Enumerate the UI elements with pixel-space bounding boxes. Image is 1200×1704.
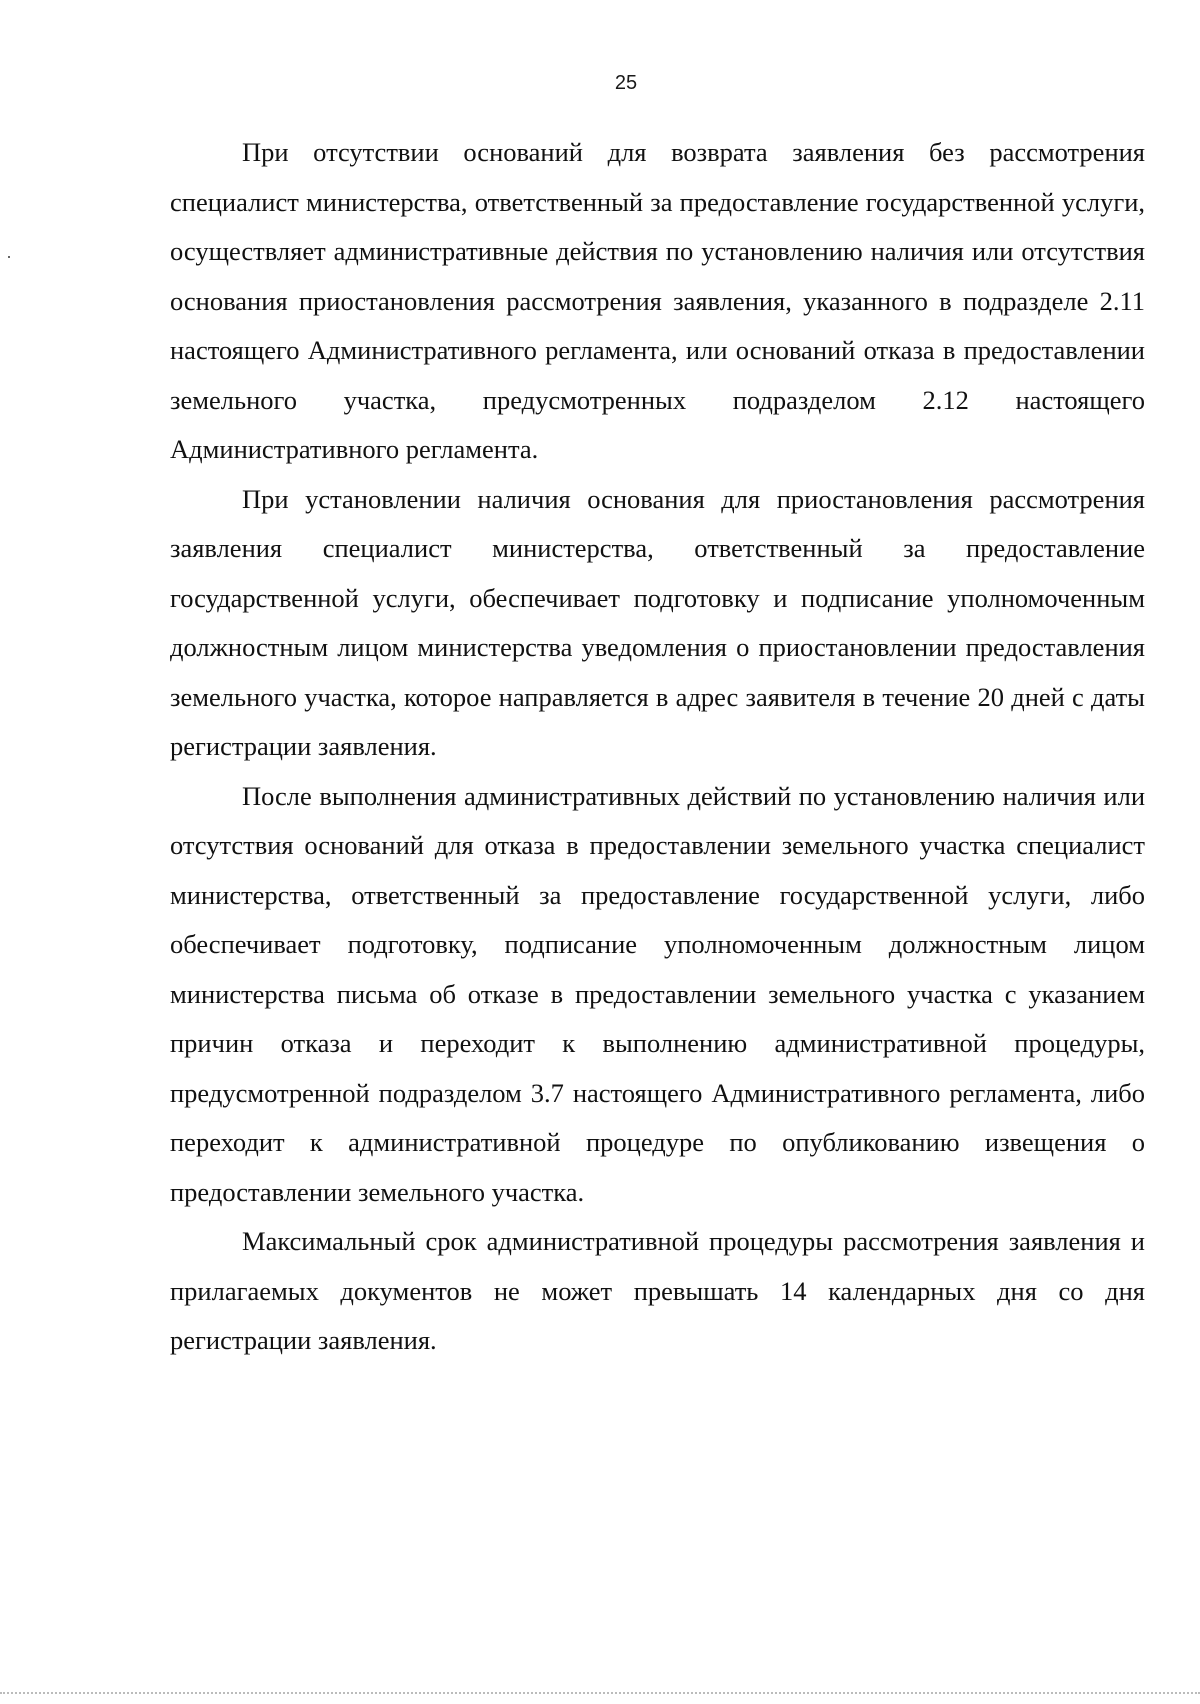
scan-artifact: [8, 256, 10, 258]
paragraph: При отсутствии оснований для возврата заявления без рассмотрения специалист министерства, ответственный за предоставление государственной услуги, осуществляет административные действия по установлению наличия или отсутствия основания приостановления рассмотрения заявления, указанного в подразделе 2.11 настоящего Административного регламента, или оснований отказа в предоставлении земельного участка, предусмотренных подразделом 2.12 настоящего Административного регламента.: [170, 137, 1145, 464]
page-number: 25: [614, 72, 638, 94]
paragraph: Максимальный срок административной процедуры рассмотрения заявления и прилагаемых документов не может превышать 14 календарных дня со дня регистрации заявления.: [170, 1226, 1145, 1355]
document-body: [170, 128, 1145, 1366]
paragraph: После выполнения административных действий по установлению наличия или отсутствия оснований для отказа в предоставлении земельного участка специалист министерства, ответственный за предоставление государственной услуги, либо обеспечивает подготовку, подписание уполномоченным должностным лицом министерства письма об отказе в предоставлении земельного участка с указанием причин отказа и переходит к выполнению административной процедуры, предусмотренной подразделом 3.7 настоящего Административного регламента, либо переходит к административной процедуре по опубликованию извещения о предоставлении земельного участка.: [170, 780, 1145, 1207]
paragraph: При установлении наличия основания для приостановления рассмотрения заявления специалист министерства, ответственный за предоставление государственной услуги, обеспечивает подготовку и подписание уполномоченным должностным лицом министерства уведомления о приостановлении предоставления земельного участка, которое направляется в адрес заявителя в течение 20 дней с даты регистрации заявления.: [170, 483, 1145, 761]
scan-edge-artifact: [0, 1692, 1200, 1694]
